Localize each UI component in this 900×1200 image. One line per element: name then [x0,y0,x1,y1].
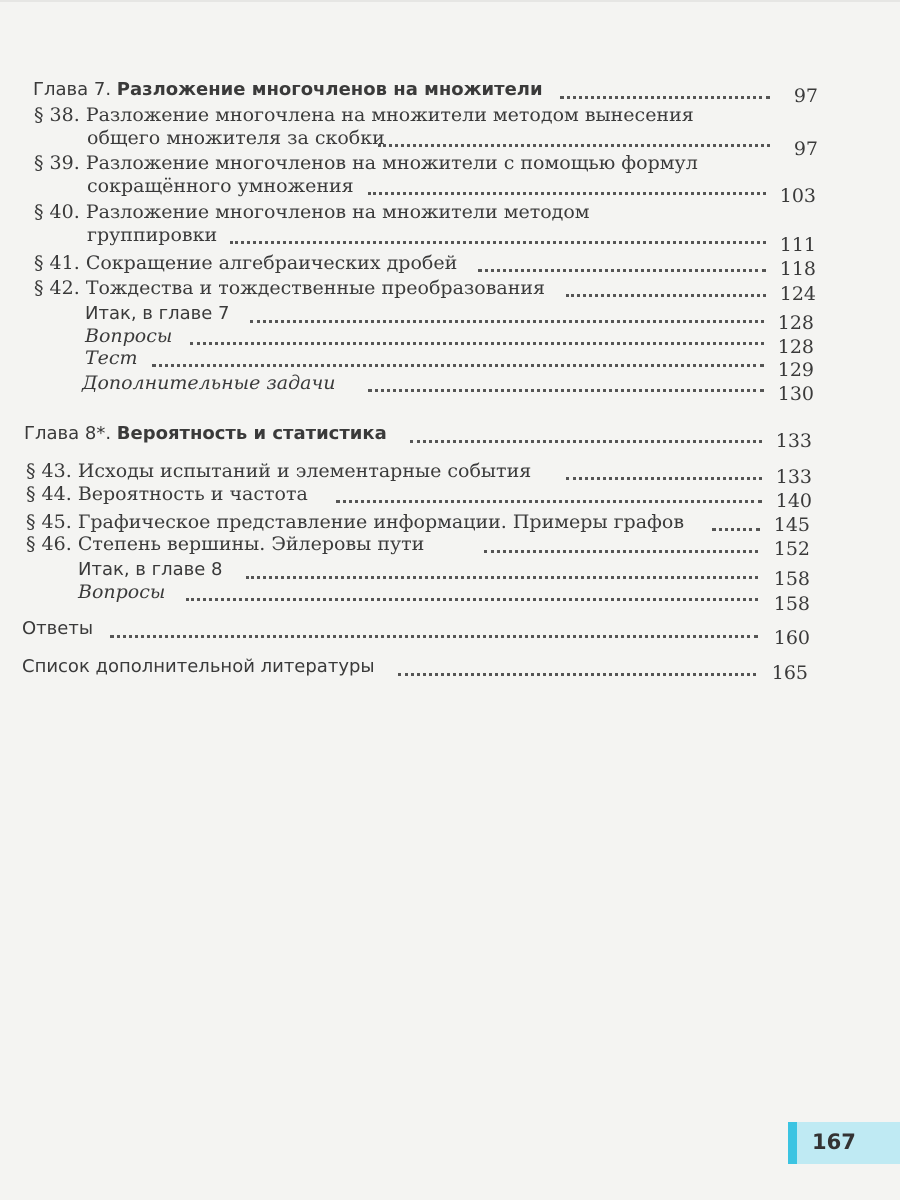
page-ref: 103 [779,185,816,207]
dot-leader [398,673,756,676]
toc-section-39-cont [87,174,354,198]
toc-chapter-8-questions[interactable] [78,580,165,604]
dot-leader [110,635,758,638]
dot-leader [368,389,764,392]
toc-section-41[interactable] [34,251,457,275]
page-ref: 97 [793,138,818,160]
page-ref: 124 [779,283,816,305]
dot-leader [250,320,764,323]
section-number: § 39. [34,152,80,174]
section-title: Графическое представление информации. Примеры графов [77,511,685,533]
page-ref: 128 [777,312,814,334]
section-title: Сокращение алгебраических дробей [85,252,458,274]
page-ref: 133 [775,466,812,488]
questions-title: Вопросы [78,581,166,603]
dot-leader [478,269,766,272]
section-title-line2: группировки [87,224,218,246]
page-number-tab [788,1122,900,1164]
literature-title: Список дополнительной литературы [22,656,375,677]
dot-leader [246,576,758,579]
chapter-title: Разложение многочленов на множители [116,79,543,100]
summary-title: Итак, в главе 8 [78,559,223,580]
toc-literature[interactable] [22,655,375,679]
dot-leader [484,550,758,553]
toc-section-44[interactable] [26,482,308,506]
toc-chapter-8[interactable] [24,422,387,446]
section-number: § 38. [34,104,80,126]
page-ref: 158 [773,568,810,590]
section-number: § 41. [34,252,80,274]
toc-chapter-7-test[interactable] [85,346,138,370]
toc-chapter-7-questions[interactable] [85,324,172,348]
toc-section-40[interactable] [34,200,590,224]
section-title-line1: Разложение многочлена на множители методом вынесения [85,104,694,126]
toc-section-40-cont [87,223,217,247]
page-number: 167 [812,1130,856,1154]
toc-chapter-7[interactable] [33,78,543,102]
toc-answers[interactable] [22,617,93,641]
answers-title: Ответы [22,618,94,639]
page-ref: 97 [793,85,818,107]
section-title: Исходы испытаний и элементарные события [77,460,532,482]
chapter-title: Вероятность и статистика [116,423,387,444]
section-title: Степень вершины. Эйлеровы пути [77,533,425,555]
page-ref: 140 [775,490,812,512]
section-title: Вероятность и частота [77,483,308,505]
page-ref: 130 [777,383,814,405]
dot-leader [410,440,762,443]
dot-leader [566,294,766,297]
toc-section-42[interactable] [34,276,545,300]
page-ref: 160 [773,627,810,649]
section-title-line2: общего множителя за скобки [87,127,385,149]
section-number: § 43. [26,460,72,482]
toc-chapter-7-summary[interactable] [85,302,229,326]
section-number: § 46. [26,533,72,555]
page-ref: 133 [775,430,812,452]
chapter-label: Глава 8*. [24,423,112,444]
section-number: § 42. [34,277,80,299]
toc-section-38-cont [87,126,385,150]
questions-title: Вопросы [85,325,173,347]
section-number: § 45. [26,511,72,533]
page-ref: 118 [779,258,816,280]
toc-chapter-8-summary[interactable] [78,558,222,582]
page-ref: 145 [773,514,810,536]
dot-leader [190,342,764,345]
toc-section-45[interactable] [26,510,684,534]
section-number: § 40. [34,201,80,223]
section-number: § 44. [26,483,72,505]
test-title: Тест [85,347,138,369]
toc-section-38[interactable] [34,103,694,127]
page-ref: 165 [771,662,808,684]
dot-leader [566,477,762,480]
page-top-edge [0,0,900,2]
dot-leader [378,144,770,147]
page-ref: 128 [777,336,814,358]
chapter-label: Глава 7. [33,79,112,100]
page-ref: 129 [777,359,814,381]
dot-leader [336,500,762,503]
toc-section-43[interactable] [26,459,531,483]
section-title: Тождества и тождественные преобразования [85,277,546,299]
toc-section-39[interactable] [34,151,698,175]
dot-leader [230,241,766,244]
dot-leader [152,364,764,367]
extra-tasks-title: Дополнительные задачи [82,372,336,394]
toc-chapter-7-extra-tasks[interactable] [82,371,336,395]
page-ref: 158 [773,593,810,615]
page-tab-accent-stripe [788,1122,797,1164]
section-title-line1: Разложение многочленов на множители методом [85,201,590,223]
dot-leader [368,192,766,195]
dot-leader [186,598,758,601]
dot-leader [560,96,770,99]
toc-section-46[interactable] [26,532,424,556]
page-ref: 111 [779,234,816,256]
page-ref: 152 [773,538,810,560]
summary-title: Итак, в главе 7 [85,303,230,324]
section-title-line2: сокращённого умножения [87,175,354,197]
section-title-line1: Разложение многочленов на множители с помощью формул [85,152,698,174]
